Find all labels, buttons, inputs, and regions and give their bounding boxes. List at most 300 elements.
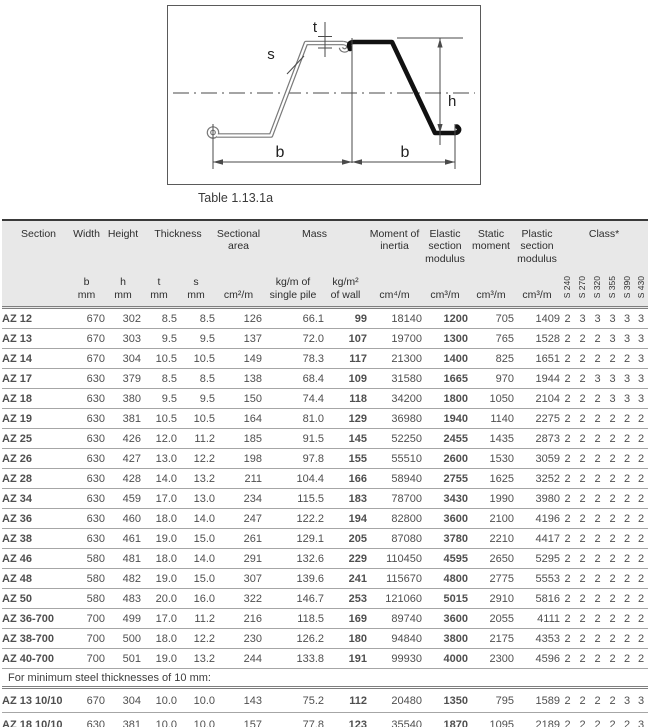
cell-class-s390: 2 [620,609,634,629]
cell-plastic-modulus: 1409 [535,312,561,325]
cell-height: 302 [122,312,141,325]
cell-section: AZ 36-700 [2,609,68,629]
cell-mass-wall: 129 [324,409,367,429]
cell-thickness-s: 15.0 [177,529,215,549]
cell-class-s240: 2 [560,629,575,649]
cell-thickness-t: 12.0 [141,429,177,449]
cell-plastic-modulus: 4417 [514,529,560,549]
cell-area: 126 [243,312,263,325]
unit-mass-wall: kg/m² of wall [324,265,367,308]
header-moment-of-inertia: Moment of inertia [367,220,422,265]
cell-thickness-s: 12.2 [177,449,215,469]
cell-inertia: 82800 [367,509,422,529]
cell-elastic-modulus: 3600 [422,609,468,629]
cell-width: 630 [68,429,105,449]
class-header-s320: S 320 [590,265,605,308]
cell-class-s270: 2 [575,589,590,609]
cell-mass-wall: 205 [324,529,367,549]
dim-t [318,22,332,57]
cell-class-s355: 2 [605,349,620,369]
right-pile-solid [349,42,459,133]
cell-thickness-s: 13.2 [177,649,215,669]
cell-class-s270: 2 [575,609,590,629]
cell-static-moment: 765 [468,329,514,349]
cell-elastic-modulus: 1200 [443,312,469,325]
cell-mass-wall: 107 [324,329,367,349]
cell-width: 670 [86,312,105,325]
cell-mass-pile: 126.2 [262,629,324,649]
cell-class-s430: 3 [637,312,645,325]
cell-elastic-modulus: 1800 [422,389,468,409]
cell-class-s355: 2 [605,629,620,649]
cell-class-s240: 2 [560,329,575,349]
cell-class-s430: 3 [634,389,648,409]
cell-height: 483 [105,589,141,609]
unit-mass-single: kg/m of single pile [262,265,324,308]
cell-section: AZ 12 [2,312,32,325]
cell-class-s390: 2 [620,529,634,549]
cell-mass-pile: 129.1 [262,529,324,549]
cell-class-s430: 2 [634,609,648,629]
cell-class-s430: 3 [634,329,648,349]
cell-mass-wall: 118 [324,389,367,409]
cell-width: 630 [68,409,105,429]
cell-thickness-s: 13.2 [177,469,215,489]
cell-class-s355: 2 [605,469,620,489]
cell-class-s430: 2 [634,509,648,529]
cell-thickness-s: 11.2 [177,609,215,629]
cell-class-s430: 2 [634,529,648,549]
cell-area: 211 [215,469,262,489]
cell-mass-pile: 132.6 [262,549,324,569]
cell-thickness-s: 14.0 [177,509,215,529]
unit-height: h mm [105,265,141,308]
cell-inertia: 78700 [367,489,422,509]
cell-width: 630 [68,489,105,509]
cell-area: 230 [215,629,262,649]
cell-mass-pile: 81.0 [262,409,324,429]
table-row [2,329,648,349]
table-row [2,429,648,449]
cell-class-s320: 2 [590,509,605,529]
cell-elastic-modulus: 3800 [422,629,468,649]
cell-class-s430: 3 [634,349,648,369]
table-row [2,369,648,389]
cell-inertia: 34200 [367,389,422,409]
cell-width: 670 [68,329,105,349]
cell-class-s270: 2 [575,549,590,569]
cell-class-s240: 2 [560,569,575,589]
cell-class-s390: 3 [623,694,631,707]
cell-elastic-modulus: 1350 [443,694,469,707]
cell-inertia: 35540 [367,713,422,727]
cell-area: 307 [215,569,262,589]
class-header-s355: S 355 [605,265,620,308]
cell-class-s240: 2 [560,449,575,469]
cell-class-s430: 3 [634,713,648,727]
cell-class-s355: 2 [605,429,620,449]
cell-inertia: 58940 [367,469,422,489]
cell-plastic-modulus: 3252 [514,469,560,489]
cell-thickness-t: 19.0 [141,529,177,549]
cell-thickness-t: 9.5 [141,389,177,409]
cell-area: 150 [215,389,262,409]
cell-width: 630 [68,713,105,727]
cell-class-s320: 2 [590,569,605,589]
class-header-s430: S 430 [634,265,648,308]
cell-thickness-s: 12.2 [177,629,215,649]
unit-width: b mm [68,265,105,308]
cell-class-s390: 2 [620,449,634,469]
cell-class-s355: 2 [605,609,620,629]
cell-thickness-t: 10.0 [155,694,177,707]
cell-height: 481 [105,549,141,569]
cell-width: 580 [68,569,105,589]
table-row [2,409,648,429]
dim-h [397,38,463,145]
cell-mass-pile: 122.2 [262,509,324,529]
unit-thickness-s: s mm [177,265,215,308]
cell-width: 670 [68,349,105,369]
cell-width: 700 [68,649,105,669]
label-b-right: b [400,144,410,161]
cell-mass-wall: 99 [354,312,368,325]
cell-section: AZ 26 [2,449,68,469]
cell-class-s240: 2 [560,489,575,509]
cell-mass-wall: 145 [324,429,367,449]
cell-mass-pile: 68.4 [262,369,324,389]
cell-mass-wall: 123 [324,713,367,727]
cell-class-s355: 2 [605,549,620,569]
cell-class-s320: 2 [590,469,605,489]
header-plastic-section-modulus: Plastic section modulus [514,220,560,265]
cell-class-s390: 2 [620,629,634,649]
cell-section: AZ 19 [2,409,68,429]
table-header [2,220,648,308]
class-header-s390: S 390 [620,265,634,308]
cell-elastic-modulus: 1665 [422,369,468,389]
cell-static-moment: 2175 [468,629,514,649]
cell-mass-wall: 117 [324,349,367,369]
cell-inertia: 110450 [367,549,422,569]
cell-mass-pile: 72.0 [262,329,324,349]
cell-thickness-t: 14.0 [141,469,177,489]
cell-mass-pile: 75.2 [302,694,325,707]
cell-thickness-s: 13.0 [177,489,215,509]
cell-thickness-s: 11.2 [177,429,215,449]
cell-plastic-modulus: 4111 [514,609,560,629]
cell-section: AZ 25 [2,429,68,449]
table-row [2,569,648,589]
cell-thickness-s: 10.0 [177,713,215,727]
unit-inertia: cm⁴/m [367,265,422,308]
cell-class-s355: 2 [605,409,620,429]
cell-plastic-modulus: 2873 [514,429,560,449]
cell-width: 700 [68,629,105,649]
cell-class-s270: 2 [579,694,586,707]
cell-height: 460 [105,509,141,529]
cell-section: AZ 18 [2,389,68,409]
cell-class-s430: 2 [634,589,648,609]
cell-mass-wall: 191 [324,649,367,669]
cell-area: 244 [215,649,262,669]
cell-class-s430: 2 [634,549,648,569]
header-elastic-section-modulus: Elastic section modulus [422,220,468,265]
cell-class-s390: 3 [620,329,634,349]
header-static-moment: Static moment [468,220,514,265]
cell-class-s355: 3 [605,329,620,349]
cell-class-s355: 2 [605,589,620,609]
cell-height: 461 [105,529,141,549]
cell-class-s430: 2 [634,649,648,669]
cell-static-moment: 970 [468,369,514,389]
cell-class-s430: 2 [634,489,648,509]
cell-thickness-t: 8.5 [141,369,177,389]
unit-sectional-area: cm²/m [215,265,262,308]
cell-height: 499 [105,609,141,629]
cell-class-s240: 2 [560,713,575,727]
cell-plastic-modulus: 1589 [535,694,561,707]
cell-class-s390: 2 [620,549,634,569]
cell-class-s270: 2 [575,429,590,449]
cell-inertia: 31580 [367,369,422,389]
cell-static-moment: 705 [495,312,515,325]
cell-mass-pile: 115.5 [262,489,324,509]
cell-static-moment: 1435 [468,429,514,449]
cell-plastic-modulus: 4196 [514,509,560,529]
header-sectional-area: Sectional area [215,220,262,265]
cell-height: 381 [105,409,141,429]
cell-static-moment: 1625 [468,469,514,489]
cell-height: 426 [105,429,141,449]
cell-mass-pile: 66.1 [302,312,325,325]
cell-mass-pile: 104.4 [262,469,324,489]
cell-class-s240: 2 [560,469,575,489]
cell-inertia: 36980 [367,409,422,429]
cell-plastic-modulus: 2189 [514,713,560,727]
note-row [2,669,648,688]
cell-plastic-modulus: 5553 [514,569,560,589]
cell-class-s355: 3 [609,312,616,325]
cell-class-s270: 2 [575,389,590,409]
cell-class-s240: 2 [560,389,575,409]
cell-mass-wall: 109 [324,369,367,389]
cell-mass-wall: 155 [324,449,367,469]
cell-thickness-t: 19.0 [141,569,177,589]
table-row [2,629,648,649]
cell-mass-pile: 146.7 [262,589,324,609]
cell-thickness-s: 10.5 [177,409,215,429]
cell-class-s355: 2 [605,449,620,469]
cell-class-s320: 3 [590,369,605,389]
cell-class-s320: 2 [590,349,605,369]
table-row [2,713,648,727]
cell-inertia: 94840 [367,629,422,649]
cell-class-s240: 2 [564,312,571,325]
cell-class-s240: 2 [560,589,575,609]
table-row [2,308,648,329]
label-b-left: b [275,144,285,161]
header-thickness: Thickness [141,220,215,265]
cell-static-moment: 2910 [468,589,514,609]
cell-class-s430: 3 [637,694,645,707]
cell-class-s270: 3 [579,312,586,325]
cell-inertia: 55510 [367,449,422,469]
cell-class-s320: 2 [590,329,605,349]
cell-class-s240: 2 [564,694,571,707]
cell-static-moment: 1990 [468,489,514,509]
cell-class-s390: 2 [620,569,634,589]
cell-section: AZ 17 [2,369,68,389]
cell-height: 427 [105,449,141,469]
cell-class-s320: 2 [590,629,605,649]
cell-section: AZ 13 [2,329,68,349]
cell-class-s270: 2 [575,629,590,649]
cell-elastic-modulus: 3780 [422,529,468,549]
z-profile-cross-section [167,5,481,185]
cell-class-s270: 2 [575,649,590,669]
cell-class-s240: 2 [560,369,575,389]
table-row [2,389,648,409]
cell-thickness-s: 8.5 [199,312,216,325]
table-row [2,649,648,669]
cell-thickness-s: 10.5 [177,349,215,369]
cell-section: AZ 14 [2,349,68,369]
cell-area: 216 [215,609,262,629]
cell-static-moment: 2650 [468,549,514,569]
sheet-pile-diagram [167,5,481,185]
cell-thickness-t: 19.0 [141,649,177,669]
cell-mass-pile: 97.8 [262,449,324,469]
cell-width: 700 [68,609,105,629]
cell-class-s270: 2 [575,469,590,489]
cell-width: 630 [68,449,105,469]
cell-elastic-modulus: 2755 [422,469,468,489]
table-row [2,688,648,713]
cell-mass-pile: 78.3 [262,349,324,369]
figure-caption: Table 1.13.1a [198,191,274,205]
table-row [2,509,648,529]
cell-thickness-s: 14.0 [177,549,215,569]
cell-class-s355: 2 [605,489,620,509]
cell-class-s355: 2 [609,694,616,707]
cell-class-s430: 2 [634,629,648,649]
cell-inertia: 21300 [367,349,422,369]
cell-inertia: 121060 [367,589,422,609]
cell-inertia: 19700 [367,329,422,349]
cell-class-s240: 2 [560,429,575,449]
cell-height: 482 [105,569,141,589]
cell-height: 303 [105,329,141,349]
cell-class-s270: 2 [575,509,590,529]
cell-class-s320: 2 [590,529,605,549]
cell-elastic-modulus: 2455 [422,429,468,449]
cell-static-moment: 2055 [468,609,514,629]
cell-area: 291 [215,549,262,569]
cell-class-s320: 2 [590,429,605,449]
cell-class-s390: 2 [620,589,634,609]
table-row [2,609,648,629]
cell-thickness-t: 10.0 [141,713,177,727]
cell-class-s355: 3 [605,369,620,389]
cell-class-s430: 2 [634,429,648,449]
cell-inertia: 115670 [367,569,422,589]
cell-mass-wall: 194 [324,509,367,529]
cell-thickness-s: 16.0 [177,589,215,609]
cell-thickness-t: 18.0 [141,509,177,529]
cell-class-s240: 2 [560,609,575,629]
unit-thickness-t: t mm [141,265,177,308]
cell-height: 500 [105,629,141,649]
cell-plastic-modulus: 4353 [514,629,560,649]
cell-thickness-s: 15.0 [177,569,215,589]
cell-class-s240: 2 [560,409,575,429]
cell-class-s320: 2 [590,609,605,629]
cell-class-s390: 2 [620,489,634,509]
cell-mass-wall: 166 [324,469,367,489]
cell-section: AZ 34 [2,489,68,509]
cell-class-s355: 2 [605,649,620,669]
cell-class-s355: 3 [605,389,620,409]
header-section: Section [2,220,68,308]
cell-class-s240: 2 [560,509,575,529]
label-h: h [448,93,457,110]
cell-class-s270: 2 [575,449,590,469]
cell-area: 143 [243,694,263,707]
cell-mass-pile: 91.5 [262,429,324,449]
class-header-s240: S 240 [560,265,575,308]
cell-mass-wall: 112 [349,694,368,707]
cell-class-s355: 2 [605,569,620,589]
cell-mass-pile: 74.4 [262,389,324,409]
cell-mass-wall: 241 [324,569,367,589]
unit-elastic: cm³/m [422,265,468,308]
cell-class-s320: 2 [590,649,605,669]
table-row [2,349,648,369]
cell-class-s355: 2 [605,509,620,529]
table-row [2,489,648,509]
cell-class-s270: 2 [575,713,590,727]
cell-class-s430: 2 [634,409,648,429]
cell-section: AZ 38-700 [2,629,68,649]
cell-class-s240: 2 [560,649,575,669]
table-row [2,529,648,549]
cell-width: 630 [68,369,105,389]
cell-thickness-t: 13.0 [141,449,177,469]
cell-class-s270: 2 [575,349,590,369]
cell-thickness-t: 8.5 [161,312,177,325]
header-height: Height [105,220,141,265]
cell-plastic-modulus: 5816 [514,589,560,609]
cell-mass-pile: 77.8 [262,713,324,727]
unit-plastic: cm³/m [514,265,560,308]
cell-width: 630 [68,529,105,549]
cell-thickness-t: 18.0 [141,549,177,569]
cell-class-s320: 2 [590,409,605,429]
cell-width: 630 [68,509,105,529]
cell-class-s430: 2 [634,569,648,589]
cell-inertia: 87080 [367,529,422,549]
cell-static-moment: 2210 [468,529,514,549]
cell-thickness-t: 18.0 [141,629,177,649]
cell-class-s320: 2 [594,694,601,707]
cell-height: 428 [105,469,141,489]
cell-class-s390: 2 [620,409,634,429]
cell-class-s320: 3 [594,312,601,325]
cell-mass-pile: 139.6 [262,569,324,589]
cell-inertia: 89740 [367,609,422,629]
cell-elastic-modulus: 5015 [422,589,468,609]
